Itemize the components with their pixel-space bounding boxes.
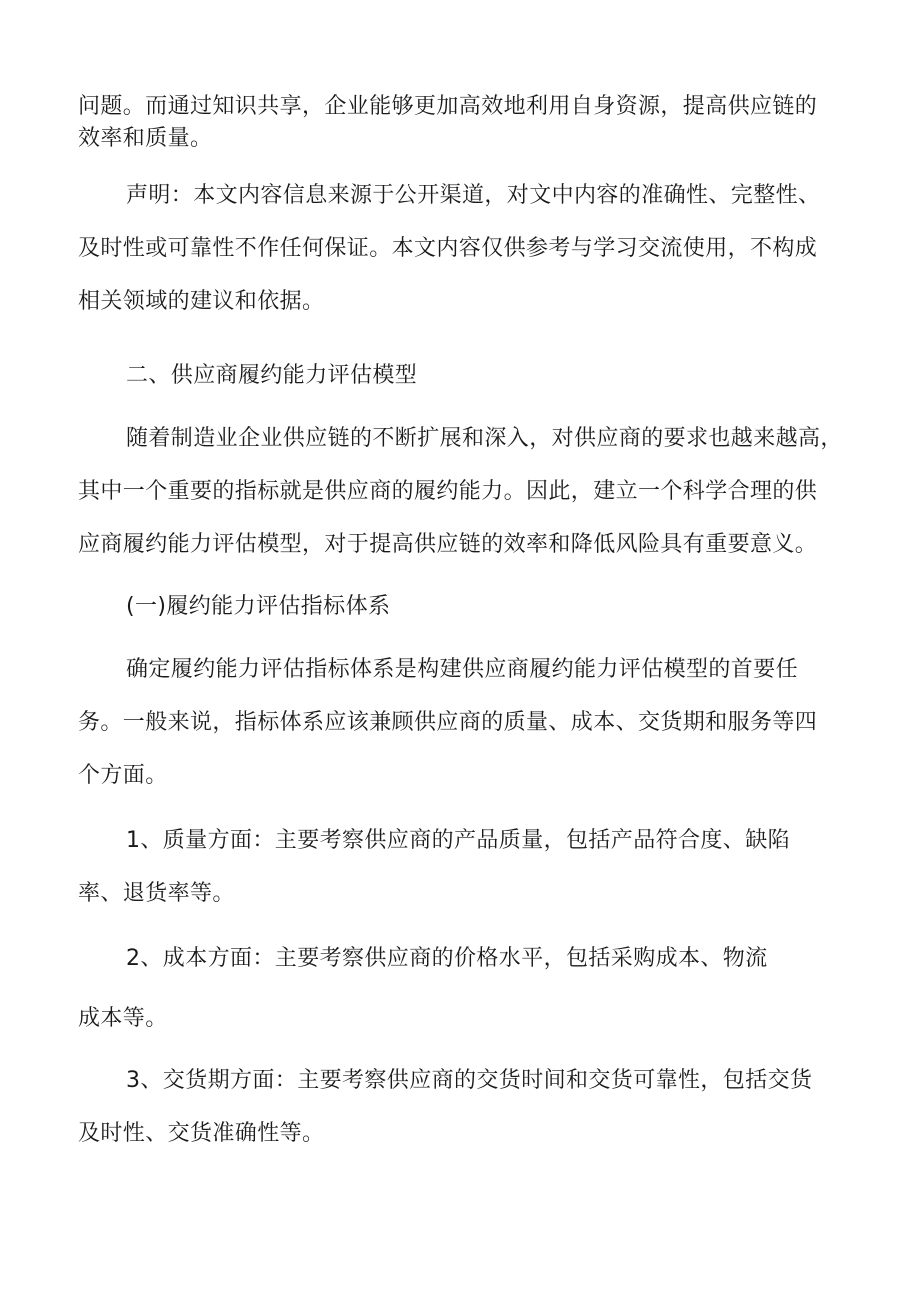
disclaimer-line: 及时性或可靠性不作任何保证。本文内容仅供参考与学习交流使用，不构成 (78, 236, 818, 261)
paragraph-line: 应商履约能力评估模型，对于提高供应链的效率和降低风险具有重要意义。 (78, 532, 818, 557)
list-item-line: 2、成本方面：主要考察供应商的价格水平，包括采购成本、物流 (126, 946, 768, 971)
paragraph-line: 务。一般来说，指标体系应该兼顾供应商的质量、成本、交货期和服务等四 (78, 710, 818, 735)
list-item-line: 成本等。 (78, 1006, 168, 1031)
list-item-line: 3、交货期方面：主要考察供应商的交货时间和交货可靠性，包括交货 (126, 1068, 813, 1093)
list-item-line: 1、质量方面：主要考察供应商的产品质量，包括产品符合度、缺陷 (126, 828, 790, 853)
paragraph-line: 其中一个重要的指标就是供应商的履约能力。因此，建立一个科学合理的供 (78, 479, 818, 504)
paragraph-line: 个方面。 (78, 763, 168, 788)
paragraph-line: 问题。而通过知识共享，企业能够更加高效地利用自身资源，提高供应链的 (78, 94, 818, 119)
paragraph-line: 随着制造业企业供应链的不断扩展和深入，对供应商的要求也越来越高， (126, 426, 843, 451)
section-heading: 二、供应商履约能力评估模型 (126, 363, 418, 388)
paragraph-line: 确定履约能力评估指标体系是构建供应商履约能力评估模型的首要任 (126, 657, 799, 682)
list-item-line: 率、退货率等。 (78, 881, 235, 906)
disclaimer-line: 声明：本文内容信息来源于公开渠道，对文中内容的准确性、完整性、 (126, 183, 821, 208)
disclaimer-line: 相关领域的建议和依据。 (78, 289, 325, 314)
subsection-heading: (一)履约能力评估指标体系 (126, 594, 391, 619)
list-item-line: 及时性、交货准确性等。 (78, 1121, 325, 1146)
paragraph-line: 效率和质量。 (78, 126, 213, 151)
